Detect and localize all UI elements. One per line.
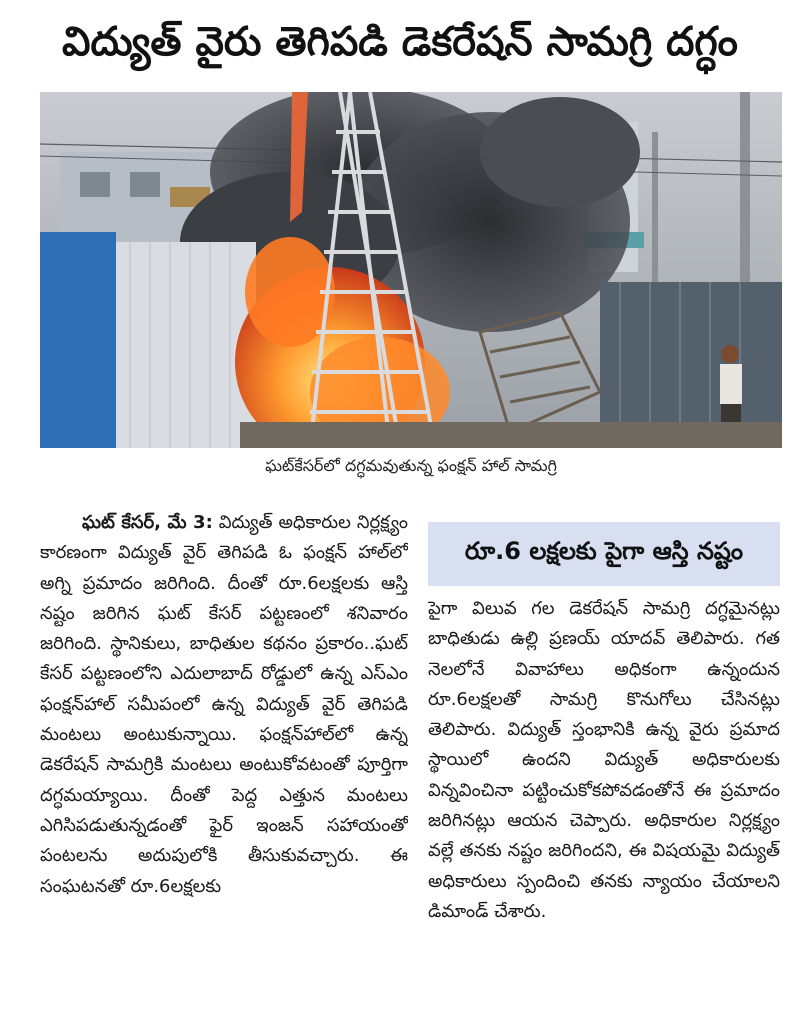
article-body-right: పైగా విలువ గల డెకరేషన్ సామగ్రి దగ్ధమైనట్లు బాధితుడు ఉల్లి ప్రణయ్ యాదవ్ తెలిపారు. గత నెలలోనే వివాహాలు అధికంగా ఉన్నందున రూ.6లక్షలతో సామగ్రి కొనుగోలు చేసినట్లు తెలిపారు. విద్యుత్ స్తంభానికి ఉన్న వైరు ప్రమాద స్థాయిలో ఉందని విద్యుత్ అధికారులకు విన్నవించినా పట్టించుకోకపోవడంతోనే ఈ ప్రమాదం జరిగినట్లు ఆయన చెప్పారు. అధికారుల నిర్లక్ష్యం వల్లే తనకు నష్టం జరిగిందని, ఈ విషయమై విద్యుత్ అధికారులు స్పందించి తనకు న్యాయం చేయాలని డిమాండ్ చేశారు. — [428, 598, 780, 922]
white-sheet-wall — [116, 242, 256, 448]
blue-sheet-wall — [40, 232, 116, 448]
article-right-column — [428, 594, 780, 1018]
subheading-box — [428, 522, 780, 586]
dateline: ఘట్ కేసర్, మే 3: — [82, 512, 213, 533]
fire-scene-illustration — [40, 92, 782, 448]
article-body-left: విద్యుత్ అధికారుల నిర్లక్ష్యం కారణంగా విద్యుత్ వైర్ తెగిపడి ఓ ఫంక్షన్ హాల్‌లో అగ్ని ప్రమాదం జరిగింది. దీంతో రూ.6లక్షలకు ఆస్తి నష్టం జరిగిన ఘట్ కేసర్ పట్టణంలో శనివారం జరిగింది. స్థానికులు, బాధితుల కథనం ప్రకారం..ఘట్ కేసర్ పట్టణంలోని ఎదులాబాద్ రోడ్డులో ఉన్న ఎస్ఎం ఫంక్షన్‌హాల్ సమీపంలో ఉన్న విద్యుత్ వైర్ తెగిపడి మంటలు అంటుకున్నాయి. ఫంక్షన్‌హాల్‌లో ఉన్న డెకరేషన్ సామగ్రికి మంటలు అంటుకోవటంతో పూర్తిగా దగ్ధమయ్యాయి. దీంతో పెద్ద ఎత్తున మంటలు ఎగిసిపడుతున్నడంతో ఫైర్ ఇంజన్ సహాయంతో పంటలను అదుపులోకి తీసుకువచ్చారు. ఈ సంఘటనతో రూ.6లక్షలకు — [40, 512, 408, 897]
news-photo — [40, 92, 782, 448]
electric-pole — [740, 92, 750, 292]
person — [721, 345, 739, 363]
article-left-column — [40, 508, 408, 1018]
ground — [240, 422, 782, 448]
photo-caption: ఘట్‌కేసర్‌లో దగ్ధమవుతున్న ఫంక్షన్ హాల్ సామగ్రి — [265, 455, 557, 475]
headline: విద్యుత్ వైరు తెగిపడి డెకరేషన్ సామగ్రి దగ్ధం — [62, 19, 738, 65]
subheading: రూ.6 లక్షలకు పైగా ఆస్తి నష్టం — [464, 537, 744, 565]
article-paragraph-left — [40, 508, 408, 902]
